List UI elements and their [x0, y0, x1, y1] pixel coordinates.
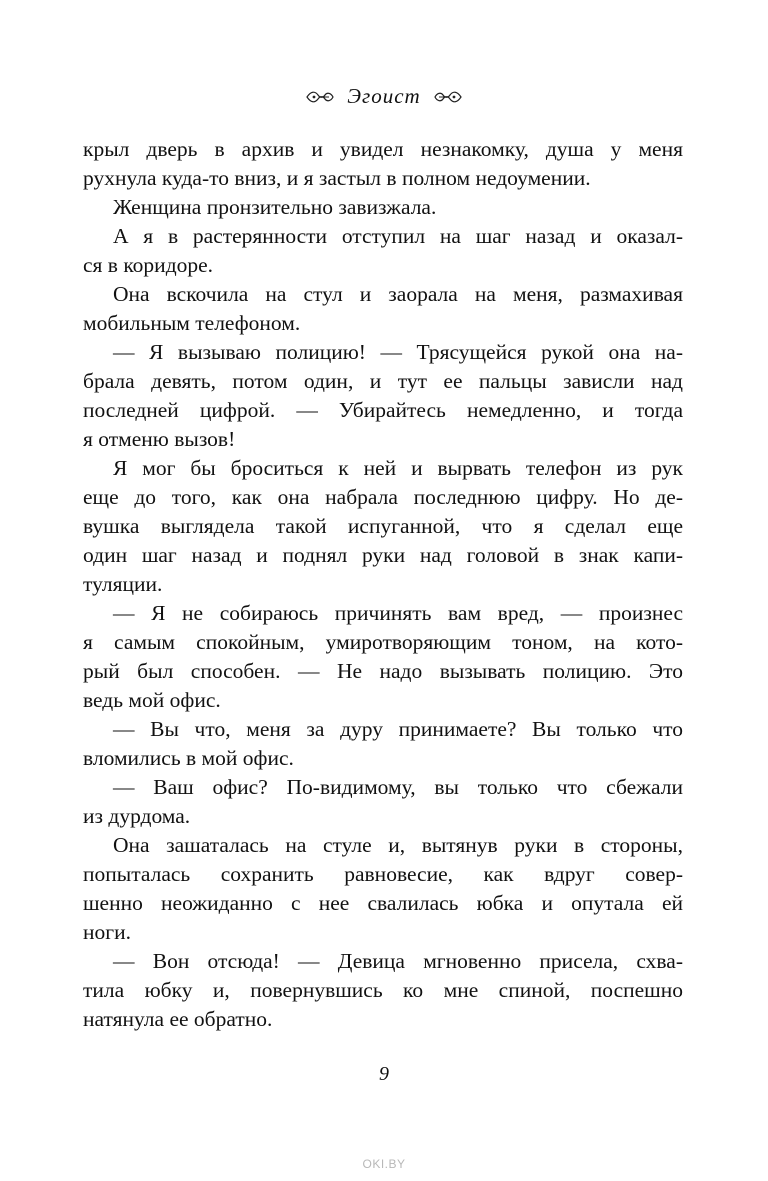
book-title: Эгоист: [347, 84, 421, 108]
text-line: я отменю вызов!: [83, 427, 236, 451]
flourish-left-icon: [305, 89, 335, 105]
text-line: ся в коридоре.: [83, 253, 214, 277]
text-line: шенно неожиданно с нее свалилась юбка и опутала ей: [83, 891, 683, 915]
text-line: мобильным телефоном.: [83, 311, 301, 335]
text-line: вломились в мой офис.: [83, 746, 294, 770]
text-line: тила юбку и, повернувшись ко мне спиной, поспешно: [83, 978, 683, 1002]
text-line: — Я вызываю полицию! — Трясущейся рукой она на-: [113, 340, 683, 364]
watermark: OKI.BY: [362, 1157, 406, 1171]
text-line: последней цифрой. — Убирайтесь немедленно, и тогда: [83, 398, 683, 422]
text-line: — Я не собираюсь причинять вам вред, — произнес: [113, 601, 683, 625]
text-line: А я в растерянности отступил на шаг назад и оказал-: [113, 224, 683, 248]
text-line: Она вскочила на стул и заорала на меня, размахивая: [113, 282, 683, 306]
text-line: вушка выглядела такой испуганной, что я сделал еще: [83, 514, 683, 538]
text-line: рухнула куда-то вниз, и я застыл в полном недоумении.: [83, 166, 591, 190]
text-line: — Ваш офис? По-видимому, вы только что сбежали: [113, 775, 683, 799]
text-line: брала девять, потом один, и тут ее пальцы зависли над: [83, 369, 683, 393]
text-line: ноги.: [83, 920, 131, 944]
running-head: [0, 84, 768, 109]
text-line: — Вон отсюда! — Девица мгновенно присела, схва-: [113, 949, 683, 973]
text-line: я самым спокойным, умиротворяющим тоном, на кото-: [83, 630, 683, 654]
text-line: Женщина пронзительно завизжала.: [113, 195, 437, 219]
text-line: Она зашаталась на стуле и, вытянув руки в стороны,: [113, 833, 683, 857]
text-line: из дурдома.: [83, 804, 191, 828]
text-line: еще до того, как она набрала последнюю цифру. Но де-: [83, 485, 683, 509]
text-line: ведь мой офис.: [83, 688, 221, 712]
text-line: Я мог бы броситься к ней и вырвать телефон из рук: [113, 456, 683, 480]
text-line: туляции.: [83, 572, 163, 596]
flourish-right-icon: [433, 89, 463, 105]
text-line: — Вы что, меня за дуру принимаете? Вы только что: [113, 717, 683, 741]
text-line: попыталась сохранить равновесие, как вдруг совер-: [83, 862, 683, 886]
text-line: один шаг назад и поднял руки над головой в знак капи-: [83, 543, 683, 567]
text-line: рый был способен. — Не надо вызывать полицию. Это: [83, 659, 683, 683]
page-body-text: [83, 135, 683, 1034]
page-number: 9: [379, 1063, 389, 1085]
text-line: натянула ее обратно.: [83, 1007, 273, 1031]
text-line: крыл дверь в архив и увидел незнакомку, душа у меня: [83, 137, 683, 161]
